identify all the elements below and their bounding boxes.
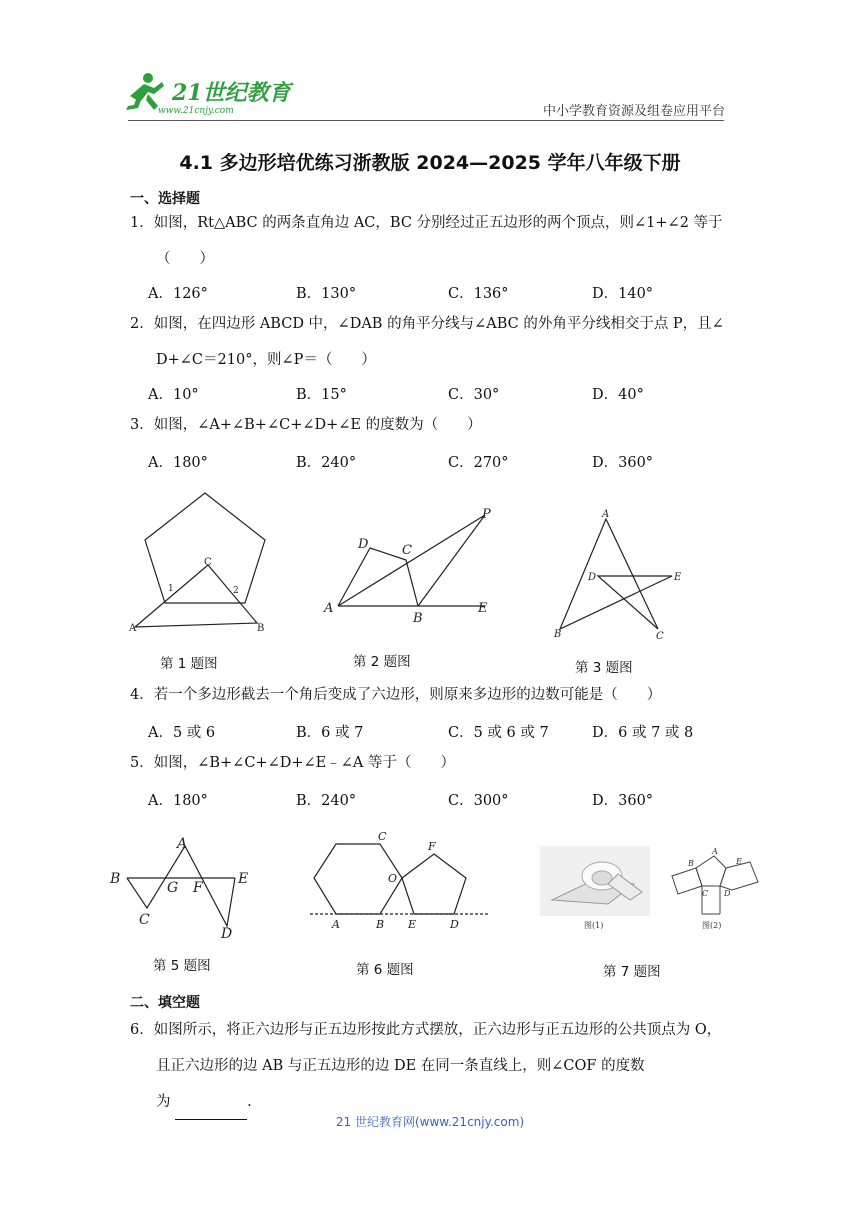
fig3-label-d: D: [588, 572, 597, 583]
fig5-label-a: A: [177, 836, 188, 852]
fig6-label-b: B: [376, 918, 385, 931]
fig6-label-a: A: [332, 918, 340, 931]
question-2: [130, 306, 730, 378]
page-title: 4.1 多边形培优练习浙教版 2024—2025 学年八年级下册: [179, 152, 681, 174]
logo-text: 21世纪教育: [172, 80, 291, 106]
footer-link[interactable]: 21 世纪教育网(www.21cnjy.com): [335, 1115, 525, 1129]
q2-option-c[interactable]: C．30°: [448, 387, 500, 403]
fig6-label-f: F: [428, 840, 436, 853]
fig5-label-f: F: [193, 880, 203, 896]
q2-option-d[interactable]: D．40°: [592, 387, 644, 403]
question-5-line1: 5．如图，∠B+∠C+∠D+∠E﹣∠A 等于（ ）: [130, 755, 455, 771]
question-6-line1: 6．如图所示，将正六边形与正五边形按此方式摆放，正六边形与正五边形的公共顶点为 O，: [130, 1022, 722, 1038]
fig2-label-d: D: [358, 537, 369, 552]
question-6-line3-post: .: [247, 1094, 252, 1110]
question-3-line1: 3．如图，∠A+∠B+∠C+∠D+∠E 的度数为（ ）: [130, 417, 482, 433]
fig7-label-e: E: [736, 857, 742, 866]
q4-option-a[interactable]: A．5 或 6: [148, 725, 216, 741]
question-3: [130, 407, 730, 443]
fig1-label-b: B: [257, 623, 265, 634]
runner-icon: [126, 73, 164, 110]
section-fill-heading: 二、填空题: [130, 995, 200, 1011]
q1-option-d[interactable]: D．140°: [592, 286, 654, 302]
fig1-label-c: C: [204, 557, 212, 568]
q3-option-b[interactable]: B．240°: [296, 455, 357, 471]
q2-option-a[interactable]: A．10°: [148, 387, 199, 403]
figure-7-caption: 第 7 题图: [603, 964, 661, 980]
fig2-label-e: E: [478, 601, 488, 616]
q1-option-a[interactable]: A．126°: [148, 286, 208, 302]
fig7-caption-1: 图(1): [584, 921, 604, 930]
q5-option-c[interactable]: C．300°: [448, 793, 509, 809]
fig2-label-c: C: [402, 543, 412, 558]
question-1-line1: 1．如图，Rt△ABC 的两条直角边 AC，BC 分别经过正五边形的两个顶点，则∠1+∠2 等于: [130, 215, 723, 231]
question-2-line1: 2．如图，在四边形 ABCD 中，∠DAB 的角平分线与∠ABC 的外角平分线相交于点 P，且∠: [130, 316, 724, 332]
question-6: [130, 1012, 730, 1120]
fig7-label-a: A: [712, 847, 718, 856]
question-1: [130, 205, 730, 277]
platform-text: 中小学教育资源及组卷应用平台: [542, 104, 725, 119]
q4-option-b[interactable]: B．6 或 7: [296, 725, 364, 741]
q3-option-c[interactable]: C．270°: [448, 455, 509, 471]
q5-option-d[interactable]: D．360°: [592, 793, 654, 809]
question-1-line2: （ ）: [156, 251, 214, 267]
question-4: [130, 677, 730, 713]
q5-option-b[interactable]: B．240°: [296, 793, 357, 809]
figure-6: [310, 826, 490, 936]
fig2-label-p: P: [482, 507, 491, 522]
fig5-label-d: D: [221, 926, 233, 942]
fig6-label-c: C: [378, 830, 387, 843]
figure-6-caption: 第 6 题图: [356, 962, 414, 978]
figure-5-caption: 第 5 题图: [153, 958, 211, 974]
logo-url: www.21cnjy.com: [158, 106, 234, 116]
fig5-label-g: G: [167, 880, 179, 896]
fig7-label-b: B: [688, 859, 694, 868]
fig3-label-c: C: [656, 631, 664, 642]
fig1-label-1: 1: [168, 584, 174, 594]
header-divider: [128, 120, 724, 121]
fig5-label-c: C: [139, 912, 150, 928]
q1-option-b[interactable]: B．130°: [296, 286, 357, 302]
fig7-label-c: C: [702, 889, 709, 898]
figure-1-caption: 第 1 题图: [160, 656, 218, 672]
q1-option-c[interactable]: C．136°: [448, 286, 509, 302]
fig6-label-o: O: [388, 872, 398, 885]
question-2-line2: D+∠C＝210°，则∠P＝（ ）: [156, 352, 376, 368]
fig7-caption-2: 图(2): [702, 921, 722, 930]
q4-option-d[interactable]: D．6 或 7 或 8: [592, 725, 694, 741]
figure-1: [125, 485, 285, 645]
fig5-label-b: B: [110, 871, 121, 887]
figure-7: [538, 840, 778, 940]
fig3-label-e: E: [674, 572, 682, 583]
fig3-label-b: B: [554, 629, 562, 640]
fig3-label-a: A: [602, 509, 610, 520]
q3-option-d[interactable]: D．360°: [592, 455, 654, 471]
logo: [118, 68, 298, 118]
figure-5: [105, 830, 265, 945]
question-4-line1: 4．若一个多边形截去一个角后变成了六边形，则原来多边形的边数可能是（ ）: [130, 687, 662, 703]
figure-2-caption: 第 2 题图: [353, 654, 411, 670]
section-choice-heading: 一、选择题: [130, 191, 200, 207]
fig6-label-d: D: [450, 918, 459, 931]
fig7-label-d: D: [724, 889, 731, 898]
fig1-label-a: A: [129, 623, 137, 634]
fig5-label-e: E: [238, 871, 249, 887]
q2-option-b[interactable]: B．15°: [296, 387, 347, 403]
fig1-label-2: 2: [233, 586, 239, 596]
figure-3-caption: 第 3 题图: [575, 660, 633, 676]
question-5: [130, 745, 730, 781]
figure-3: [550, 505, 690, 645]
q4-option-c[interactable]: C．5 或 6 或 7: [448, 725, 549, 741]
fig2-label-a: A: [324, 601, 334, 616]
q5-option-a[interactable]: A．180°: [148, 793, 208, 809]
fig6-label-e: E: [408, 918, 417, 931]
question-6-line3-pre: 为: [156, 1094, 171, 1110]
fig2-label-b: B: [413, 611, 423, 626]
q3-option-a[interactable]: A．180°: [148, 455, 208, 471]
figure-2: [320, 500, 505, 630]
question-6-line2: 且正六边形的边 AB 与正五边形的边 DE 在同一条直线上，则∠COF 的度数: [156, 1058, 645, 1074]
